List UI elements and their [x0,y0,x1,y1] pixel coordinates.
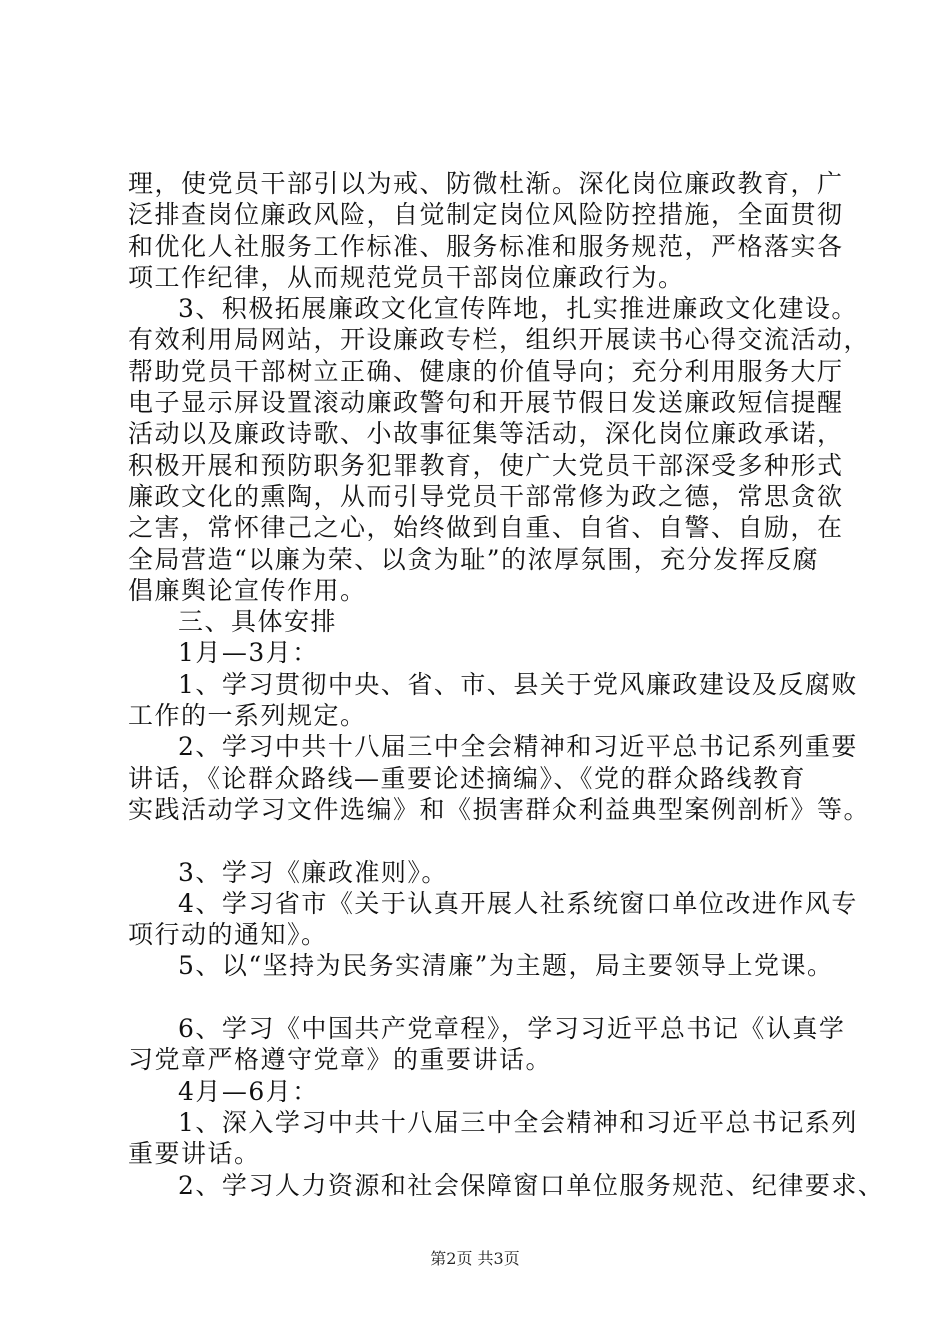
paragraph-start: 6、学习《中国共产党章程》，学习习近平总书记《认真学 [178,1014,846,1044]
paragraph-start: 1、深入学习中共十八届三中全会精神和习近平总书记系列 [178,1107,858,1137]
paragraph-start: 1、学习贯彻中央、省、市、县关于党风廉政建设及反腐败 [178,669,858,699]
blank-line [128,825,858,856]
text-line: 电子显示屏设置滚动廉政警句和开展节假日发送廉政短信提醒 [128,388,844,418]
text-line: 廉政文化的熏陶，从而引导党员干部常修为政之德，常思贪欲 [128,481,844,511]
text-line: 工作的一系列规定。 [128,701,367,731]
text-line: 实践活动学习文件选编》和《损害群众利益典型案例剖析》等。 [128,794,871,824]
document-body [128,168,885,1201]
text-line: 项行动的通知》。 [128,920,328,950]
text-line: 讲话，《论群众路线—重要论述摘编》、《党的群众路线教育 [128,763,807,793]
paragraph-start: 3、学习《廉政准则》。 [178,857,448,887]
text-line: 全局营造“以廉为荣、以贪为耻”的浓厚氛围，充分发挥反腐 [128,544,820,574]
paragraph-start: 2、学习中共十八届三中全会精神和习近平总书记系列重要 [178,732,858,762]
text-line: 项工作纪律，从而规范党员干部岗位廉政行为。 [128,262,685,292]
text-line: 有效利用局网站，开设廉政专栏，组织开展读书心得交流活动， [128,325,871,355]
section-heading: 三、具体安排 [178,607,338,637]
text-line: 理，使党员干部引以为戒、防微杜渐。深化岗位廉政教育，广 [128,169,844,198]
text-line: 活动以及廉政诗歌、小故事征集等活动，深化岗位廉政承诺， [128,419,844,449]
period-heading: 4月—6月： [178,1076,319,1106]
text-line: 重要讲话。 [128,1139,261,1169]
text-line: 积极开展和预防职务犯罪教育，使广大党员干部深受多种形式 [128,450,844,480]
blank-line [128,982,858,1013]
page-footer [0,1246,950,1269]
paragraph-start: 4、学习省市《关于认真开展人社系统窗口单位改进作风专 [178,888,858,918]
paragraph-start: 5、以“坚持为民务实清廉”为主题，局主要领导上党课。 [178,951,834,981]
text-line: 和优化人社服务工作标准、服务标准和服务规范，严格落实各 [128,231,844,261]
text-line: 泛排查岗位廉政风险，自觉制定岗位风险防控措施，全面贯彻 [128,200,844,230]
period-heading: 1月—3月： [178,638,319,668]
paragraph-start: 3、积极拓展廉政文化宣传阵地，扎实推进廉政文化建设。 [178,294,858,324]
page-number: 第2页 共3页 [430,1249,520,1268]
paragraph-start: 2、学习人力资源和社会保障窗口单位服务规范、纪律要求、 [178,1170,885,1200]
text-line: 倡廉舆论宣传作用。 [128,575,367,605]
text-line: 之害，常怀律己之心，始终做到自重、自省、自警、自励，在 [128,513,844,543]
text-line: 帮助党员干部树立正确、健康的价值导向；充分利用服务大厅 [128,356,844,386]
text-line: 习党章严格遵守党章》的重要讲话。 [128,1045,553,1075]
